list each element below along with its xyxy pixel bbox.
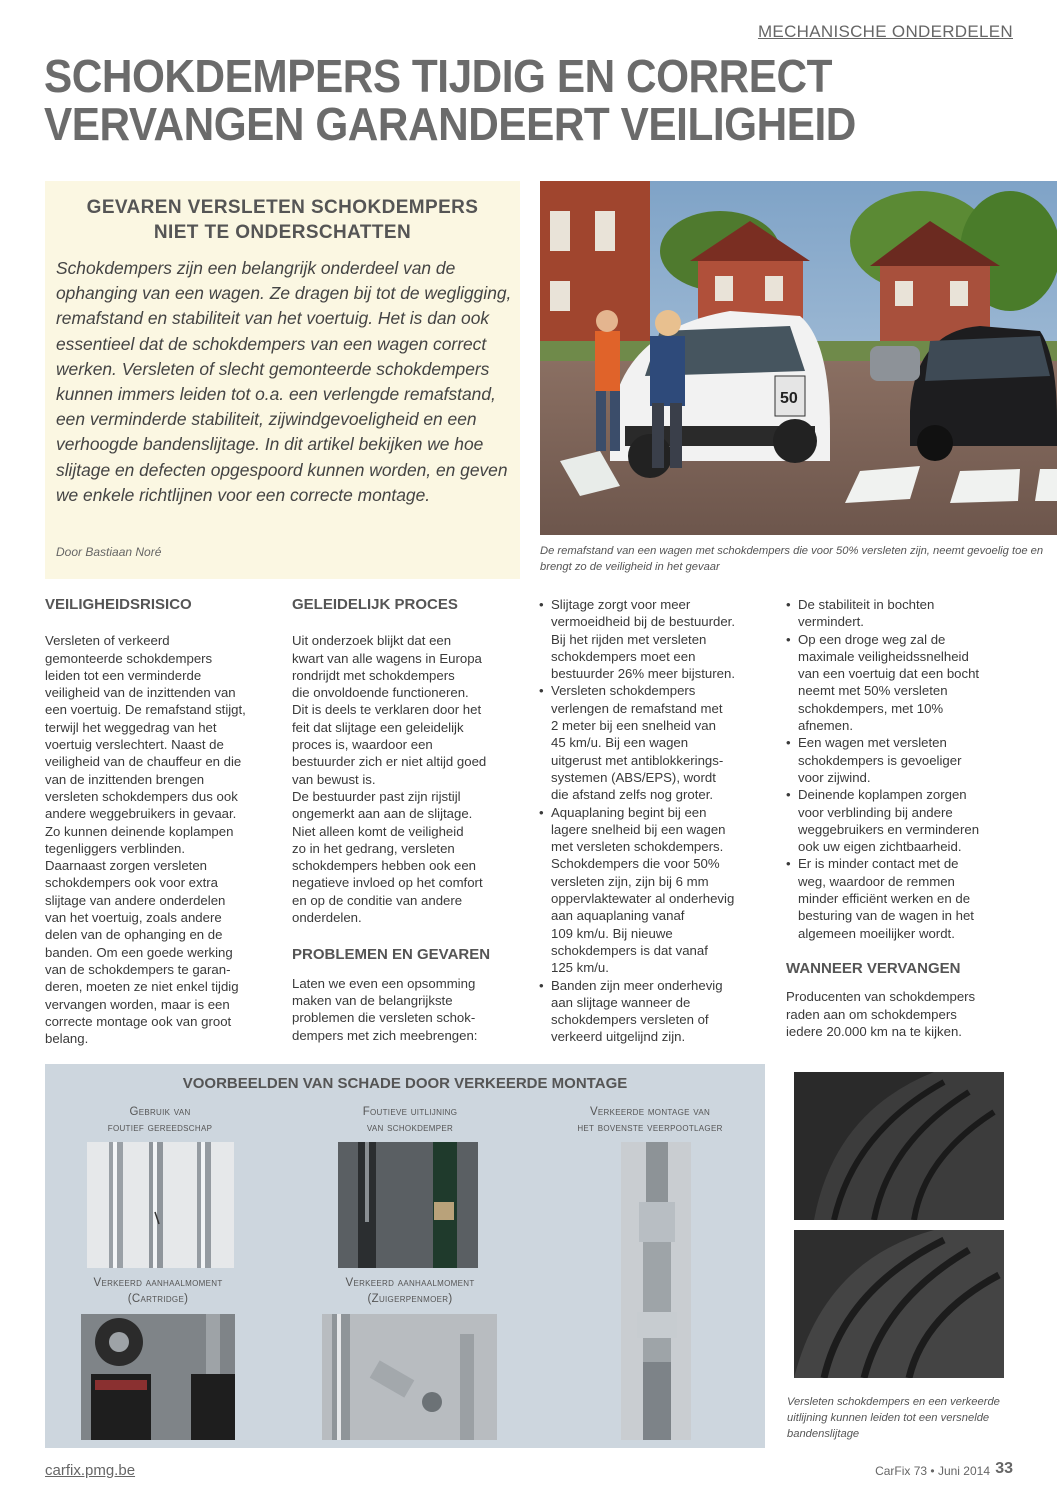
text-line: ongemerkt aan aan de slijtage.	[292, 806, 473, 822]
text-line: terwijl het weggedrag van het	[45, 719, 217, 735]
text-line: proces is, waardoor een	[292, 737, 433, 753]
text-line: van de schokdempers te garan-	[45, 961, 231, 977]
caption-tool-line-1: Gebruik van	[129, 1106, 191, 1118]
intro-title-line-2: NIET TE ONDERSCHATTEN	[153, 222, 412, 243]
bullet-line: uitgerust met antiblokkerings-	[551, 752, 724, 768]
bullet-item	[786, 786, 1021, 855]
text-line: bestuurder zich er niet altijd goed	[292, 754, 487, 770]
bullet-line: Schokdempers die voor 50%	[551, 856, 720, 872]
bullet-line: voor verblinding bij andere	[798, 804, 953, 820]
bullet-line: • Op een droge weg zal de	[798, 631, 946, 647]
text-line: van de inzittenden brengen	[45, 771, 205, 787]
text-line: Niet alleen komt de veiligheid	[292, 823, 464, 839]
text-line: een voertuig. De remafstand stijgt,	[45, 702, 246, 718]
text-line: Versleten of verkeerd	[45, 633, 170, 649]
image-cartridge-damage	[81, 1314, 235, 1440]
text-line: deren, moeten ze niet enkel tijdig	[45, 979, 239, 995]
caption-torque-nut-line-2: (Zuigerpenmoer)	[367, 1293, 453, 1305]
bullet-line: systemen (ABS/EPS), wordt	[551, 769, 716, 785]
bullet-line: schokdempers moet een	[551, 648, 696, 664]
bullet-line: neemt met 50% versleten	[798, 683, 948, 699]
bullet-line: algemeen moeilijker wordt.	[798, 925, 955, 941]
byline: Door Bastiaan Noré	[56, 545, 162, 559]
bullet-line: • Versleten schokdempers	[551, 683, 696, 699]
footer-issue: CarFix 73 • Juni 2014	[875, 1464, 990, 1478]
caption-torque-nut-line-1: Verkeerd aanhaalmoment	[345, 1277, 475, 1289]
bullet-line: maximale veiligheidssnelheid	[798, 648, 969, 664]
col2-body	[292, 632, 522, 926]
bullet-item	[539, 804, 769, 977]
caption-tool	[80, 1104, 240, 1136]
column-problems-list-2	[786, 596, 1021, 1040]
section-tag: MECHANISCHE ONDERDELEN	[757, 22, 1013, 41]
text-line: Laten we even een opsomming	[292, 975, 476, 991]
bullet-line: besturing van de wagen in het	[798, 908, 974, 924]
text-line: feit dat slijtage een geleidelijk	[292, 719, 464, 735]
text-line: Producenten van schokdempers	[786, 989, 976, 1005]
col2-body-2	[292, 975, 522, 1044]
bullet-line: aan aquaplaning vanaf	[551, 908, 685, 924]
bullet-line: weggebruikers en verminderen	[798, 821, 980, 837]
caption-mount	[560, 1104, 740, 1136]
bullet-line: ook uw eigen zichtbaarheid.	[798, 839, 962, 855]
problems-list-2	[786, 596, 1021, 942]
bullet-item	[786, 631, 1021, 735]
text-line: leiden tot een verminderde	[45, 667, 202, 683]
bullet-line: aan slijtage wanneer de	[551, 994, 691, 1010]
text-line: banden. Om een goede werking	[45, 944, 233, 960]
col4-body	[786, 988, 1021, 1040]
image-worn-tire-1	[794, 1072, 1004, 1220]
text-line: raden aan om schokdempers	[786, 1006, 957, 1022]
intro-title	[55, 195, 510, 245]
examples-title: VOORBEELDEN VAN SCHADE DOOR VERKEERDE MONTAGE	[182, 1075, 628, 1092]
bullet-line: 45 km/u. Bij een wagen	[551, 735, 689, 751]
text-line: slijtage van andere onderdelen	[45, 892, 226, 908]
bullet-line: 2 meter bij een snelheid van	[551, 718, 716, 734]
headline	[44, 52, 946, 148]
bullet-line: afnemen.	[798, 718, 853, 734]
text-line: dempers met zich meebrengen:	[292, 1027, 478, 1043]
bullet-line: vermoeidheid bij de bestuurder.	[551, 614, 736, 630]
heading-geleidelijk-proces: GELEIDELIJK PROCES	[292, 596, 458, 613]
text-line: Daarnaast zorgen versleten	[45, 858, 208, 874]
text-line: en op de conditie van andere	[292, 892, 463, 908]
bullet-line: bestuurder 26% meer bijsturen.	[551, 666, 735, 682]
text-line: veiligheid van de chauffeur en die	[45, 754, 242, 770]
text-line: delen van de ophanging en de	[45, 927, 223, 943]
text-line: zo in het gedrang, versleten	[292, 840, 455, 856]
caption-torque-cartridge-line-1: Verkeerd aanhaalmoment	[93, 1277, 223, 1289]
text-line: schokdempers ook voor extra	[45, 875, 218, 891]
column-veiligheidsrisico	[45, 596, 270, 1047]
bullet-item	[539, 596, 769, 682]
caption-mount-line-1: Verkeerde montage van	[589, 1106, 711, 1118]
caption-alignment-line-2: van schokdemper	[366, 1122, 454, 1134]
text-line: kwart van alle wagens in Europa	[292, 650, 482, 666]
caption-torque-cartridge	[68, 1275, 248, 1307]
text-line: veiligheid van de inzittenden van	[45, 685, 236, 701]
bullet-line: van een voertuig dat een bocht	[798, 666, 980, 682]
bullet-line: voor zijwind.	[798, 769, 871, 785]
text-line: andere weggebruikers in gevaar.	[45, 806, 237, 822]
car-badge: 50	[780, 390, 798, 407]
heading-problemen-en-gevaren: PROBLEMEN EN GEVAREN	[292, 946, 491, 964]
image-mount-damage	[621, 1142, 691, 1440]
text-line: Dit is deels te verklaren door het	[292, 702, 482, 718]
column-geleidelijk-proces	[292, 596, 522, 1044]
caption-torque-nut	[320, 1275, 500, 1307]
bullet-line: • Een wagen met versleten	[798, 735, 947, 751]
text-line: Uit onderzoek blijkt dat een	[292, 633, 452, 649]
bullet-line: • Banden zijn meer onderhevig	[551, 977, 723, 993]
caption-alignment-line-1: Foutieve uitlijning	[362, 1106, 458, 1118]
bullet-line: • Deinende koplampen zorgen	[798, 787, 967, 803]
caption-alignment	[330, 1104, 490, 1136]
text-line: gemonteerde schokdempers	[45, 650, 213, 666]
page-number: 33	[995, 1460, 1013, 1477]
caption-mount-line-2: het bovenste veerpootlager	[577, 1122, 723, 1134]
text-line: tegenliggers verblinden.	[45, 840, 186, 856]
text-line: onderdelen.	[292, 910, 362, 926]
bullet-line: schokdempers, met 10%	[798, 700, 944, 716]
caption-tool-line-2: foutief gereedschap	[107, 1122, 213, 1134]
bullet-line: die afstand zelfs nog groter.	[551, 787, 714, 803]
bullet-item	[786, 855, 1021, 941]
bullet-line: lagere snelheid bij een wagen	[551, 821, 726, 837]
bullet-line: schokdempers is gevoeliger	[798, 752, 962, 768]
bullet-line: verkeerd uitgelijnd zijn.	[551, 1029, 686, 1045]
bullet-line: • Slijtage zorgt voor meer	[551, 597, 691, 612]
intro-title-line-1: GEVAREN VERSLETEN SCHOKDEMPERS	[86, 197, 479, 218]
image-nut-damage	[322, 1314, 497, 1440]
headline-line-2: VERVANGEN GARANDEERT VEILIGHEID	[44, 98, 856, 150]
heading-wanneer-vervangen: WANNEER VERVANGEN	[786, 959, 961, 977]
headline-line-1: SCHOKDEMPERS TIJDIG EN CORRECT	[44, 50, 833, 102]
bullet-line: 125 km/u.	[551, 960, 609, 976]
text-line: vervangen worden, maar is een	[45, 996, 230, 1012]
text-line: schokdempers hebben ook een	[292, 858, 477, 874]
text-line: Zo kunnen deinende koplampen	[45, 823, 234, 839]
bullet-line: Bij het rijden met versleten	[551, 631, 707, 647]
tire-caption: Versleten schokdempers en een verkeerde uitlijning kunnen leiden tot een versnelde bandenslijtage	[787, 1396, 1000, 1440]
bullet-line: oppervlaktewater al onderhevig	[551, 891, 735, 907]
bullet-line: vermindert.	[798, 614, 864, 630]
bullet-item	[786, 734, 1021, 786]
text-line: versleten schokdempers dus ook	[45, 788, 238, 804]
image-worn-tire-2	[794, 1230, 1004, 1378]
text-line: problemen die versleten schok-	[292, 1010, 476, 1026]
problems-list	[539, 596, 769, 1046]
bullet-item	[539, 977, 769, 1046]
footer-url[interactable]: carfix.pmg.be	[45, 1462, 136, 1479]
image-alignment-damage	[338, 1142, 478, 1268]
text-line: voertuig verslechtert. Naast de	[45, 737, 224, 753]
bullet-line: • Aquaplaning begint bij een	[551, 804, 707, 820]
main-photo-caption: De remafstand van een wagen met schokdempers die voor 50% versleten zijn, neemt gevoelig toe en brengt zo de veiligheid in het gevaar	[540, 545, 1044, 573]
bullet-line: weg, waardoor de remmen	[798, 873, 955, 889]
text-line: correcte montage ook van groot	[45, 1013, 232, 1029]
bullet-item	[786, 596, 1021, 631]
bullet-line: • Er is minder contact met de	[798, 856, 959, 872]
text-line: van bewust is.	[292, 771, 376, 787]
bullet-line: verlengen de remafstand met	[551, 700, 723, 716]
text-line: belang.	[45, 1031, 89, 1047]
bullet-line: met versleten schokdempers.	[551, 839, 724, 855]
bullet-line: schokdempers versleten of	[551, 1012, 709, 1028]
text-line: iedere 20.000 km na te kijken.	[786, 1023, 962, 1039]
bullet-item	[539, 682, 769, 803]
text-line: negatieve invloed op het comfort	[292, 875, 483, 891]
image-tool-damage	[87, 1142, 234, 1268]
intro-text: Schokdempers zijn een belangrijk onderdeel van de ophanging van een wagen. Ze dragen bij tot de wegligging, remafstand en stabiliteit van het voertuig. Het is dan ook essentieel dat de schokdempers van een wagen correct werken. Versleten of slecht gemonteerde schokdempers kunnen immers leiden tot o.a. een verlengde remafstand, een verminderde stabiliteit, zijwindgevoeligheid en een verhoogde bandenslijtage. In dit artikel bekijken we hoe slijtage en defecten opgespoord kunnen worden, en geven we enkele richtlijnen voor een correcte montage.	[56, 258, 512, 505]
bullet-line: schokdempers is dat vanaf	[551, 942, 708, 958]
bullet-line: • De stabiliteit in bochten	[798, 597, 935, 612]
heading-veiligheidsrisico: VEILIGHEIDSRISICO	[45, 596, 192, 613]
bullet-line: versleten zijn, zijn bij 6 mm	[551, 873, 709, 889]
text-line: rondrijdt met schokdempers	[292, 667, 455, 683]
col1-body	[45, 632, 270, 1047]
text-line: van het voertuig, zoals andere	[45, 910, 222, 926]
text-line: maken van de belangrijkste	[292, 992, 453, 1008]
text-line: die onvoldoende functioneren.	[292, 685, 469, 701]
main-photo	[540, 181, 1057, 535]
text-line: De bestuurder past zijn rijstijl	[292, 788, 461, 804]
bullet-line: minder efficiënt werken en de	[798, 891, 971, 907]
bullet-line: 109 km/u. Bij nieuwe	[551, 925, 673, 941]
column-problems-list	[539, 596, 769, 1046]
caption-torque-cartridge-line-2: (Cartridge)	[127, 1293, 189, 1305]
